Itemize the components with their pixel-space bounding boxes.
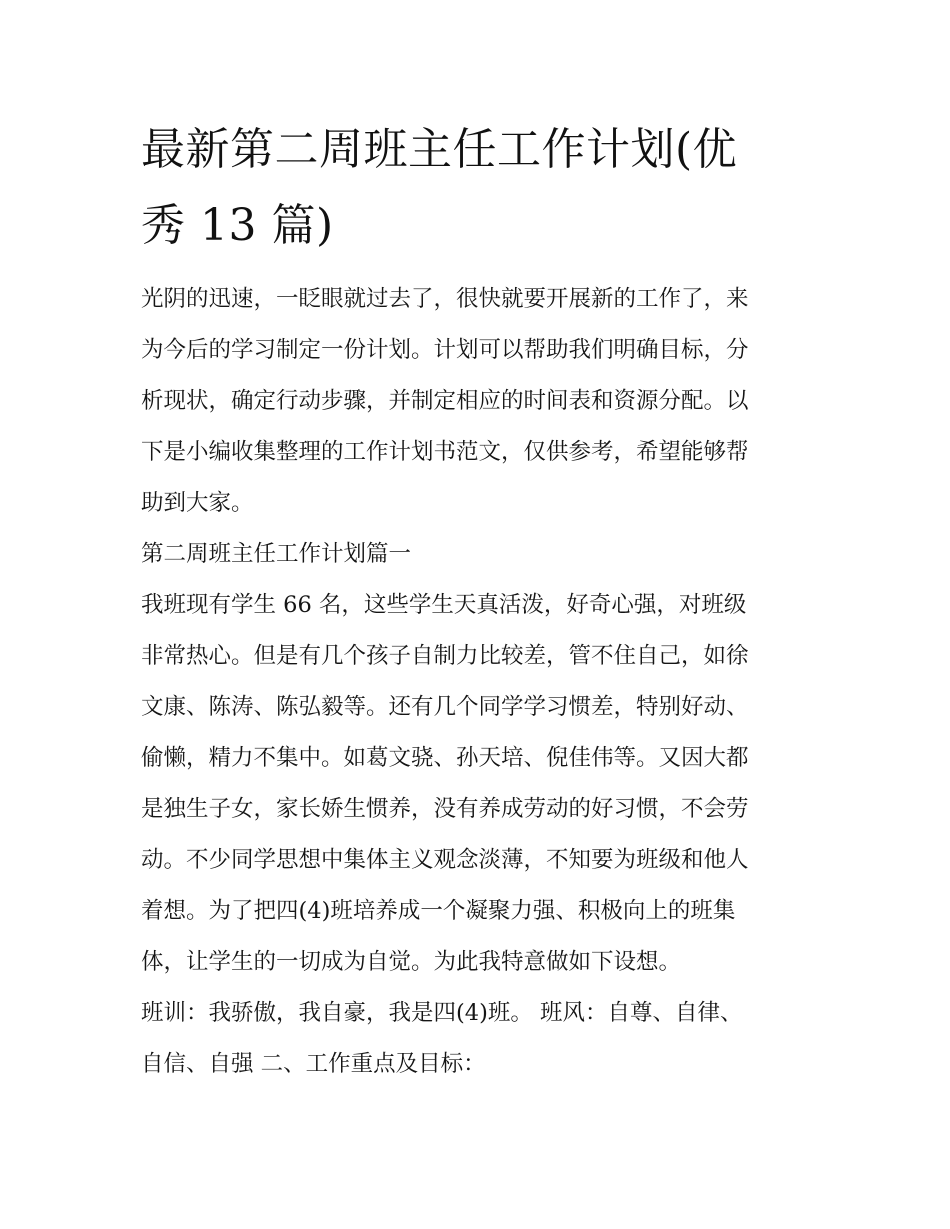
document-title xyxy=(141,112,821,264)
intro-line: 为今后的学习制定一份计划。计划可以帮助我们明确目标，分 xyxy=(141,337,749,363)
section-line: 我班现有学生 66 名，这些学生天真活泼，好奇心强，对班级 xyxy=(141,592,747,618)
section-line: 班训：我骄傲，我自豪，我是四(4)班。 班风：自尊、自律、 xyxy=(141,1000,743,1026)
section-line: 非常热心。但是有几个孩子自制力比较差，管不住自己，如徐 xyxy=(141,643,749,669)
intro-line: 光阴的迅速，一眨眼就过去了，很快就要开展新的工作了，来 xyxy=(141,286,749,312)
intro-line: 下是小编收集整理的工作计划书范文，仅供参考，希望能够帮 xyxy=(141,439,749,465)
section-line: 自信、自强 二、工作重点及目标： xyxy=(141,1051,486,1077)
section-line: 动。不少同学思想中集体主义观念淡薄，不知要为班级和他人 xyxy=(141,847,749,873)
intro-line: 助到大家。 xyxy=(141,490,254,516)
section-line: 着想。为了把四(4)班培养成一个凝聚力强、积极向上的班集 xyxy=(141,898,736,924)
intro-line: 析现状，确定行动步骤，并制定相应的时间表和资源分配。以 xyxy=(141,388,749,414)
section-line: 偷懒，精力不集中。如葛文骁、孙天培、倪佳伟等。又因大都 xyxy=(141,745,749,771)
title-line-2: 秀 13 篇) xyxy=(141,200,334,251)
section-line: 体，让学生的一切成为自觉。为此我特意做如下设想。 xyxy=(141,949,682,975)
section-heading: 第二周班主任工作计划篇一 xyxy=(141,541,412,567)
intro-paragraph xyxy=(141,274,813,1090)
section-line: 是独生子女，家长娇生惯养，没有养成劳动的好习惯，不会劳 xyxy=(141,796,749,822)
section-line: 文康、陈涛、陈弘毅等。还有几个同学学习惯差，特别好动、 xyxy=(141,694,749,720)
title-line-1: 最新第二周班主任工作计划(优 xyxy=(141,124,738,175)
